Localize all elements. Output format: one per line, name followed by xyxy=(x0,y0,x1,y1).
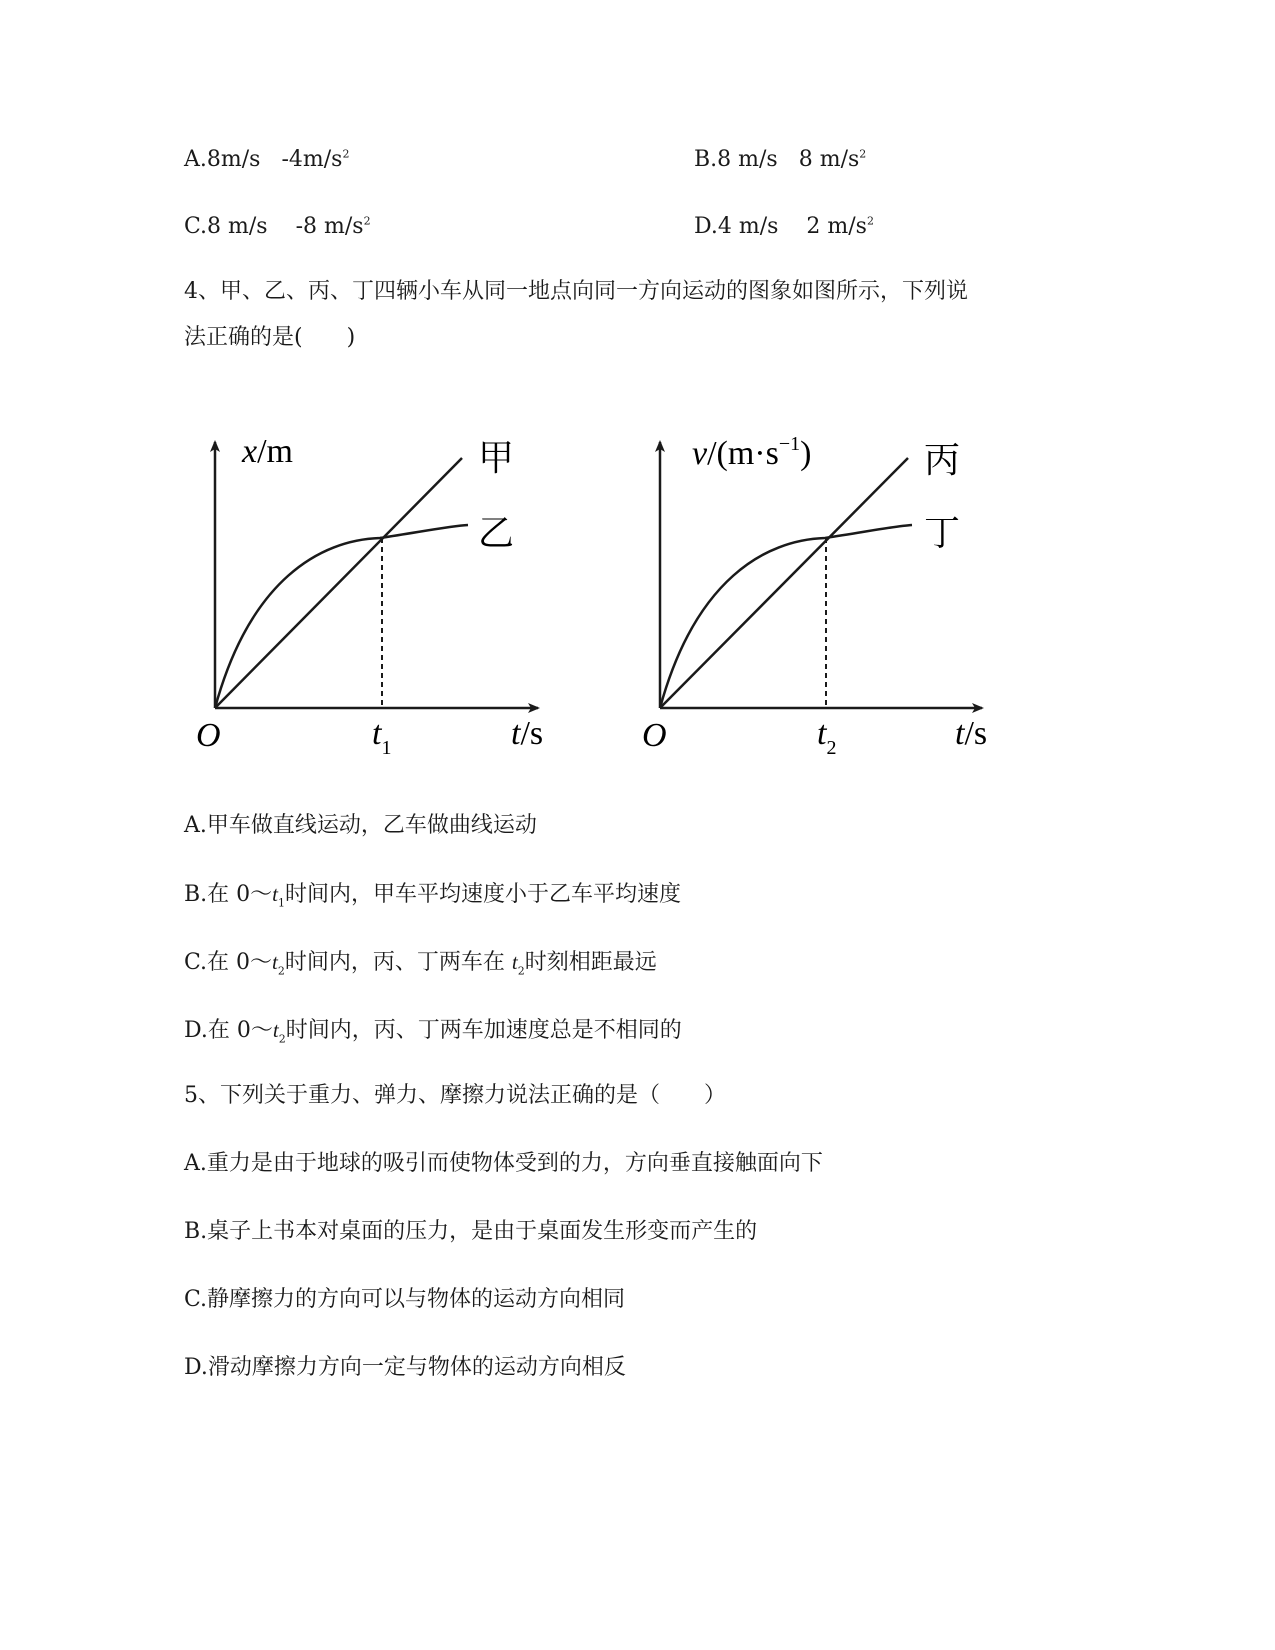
graph-v-t xyxy=(642,433,987,759)
graph-x-t xyxy=(196,433,543,759)
graph1-label-yi: 乙 xyxy=(478,513,515,553)
q4-option-b[interactable]: B.在 $0\sim t_1$时间内，甲车平均速度小于乙车平均速度 xyxy=(184,882,682,910)
q3-option-c[interactable]: C.8 m/s -8 $m/s^2$ xyxy=(184,214,371,239)
graph2-curve-ding xyxy=(660,525,912,708)
q3-option-d[interactable]: D.4 m/s 2 $m/s^2$ xyxy=(694,214,874,239)
q4-option-a[interactable]: A.甲车做直线运动，乙车做曲线运动 xyxy=(184,813,537,838)
graph2-origin: O xyxy=(642,717,667,754)
graph1-line-jia xyxy=(215,458,462,708)
q4-stem-line2: 法正确的是( ) xyxy=(184,325,356,350)
graph1-y-label: x/m xyxy=(242,433,293,470)
q5-option-a[interactable]: A.重力是由于地球的吸引而使物体受到的力，方向垂直接触面向下 xyxy=(184,1151,823,1176)
graph1-tick-t1: $t_1$ xyxy=(372,715,392,759)
graph1-x-label: t/s xyxy=(511,715,544,752)
graph1-origin: O xyxy=(196,717,221,754)
q5-stem: 5、下列关于重力、弹力、摩擦力说法正确的是（ ） xyxy=(184,1083,726,1108)
q3-option-b[interactable]: B.8 m/s 8 $m/s^2$ xyxy=(694,147,867,172)
graph2-y-label: $v/(m\cdot s^{-1})$ xyxy=(692,433,812,472)
q5-option-b[interactable]: B.桌子上书本对桌面的压力，是由于桌面发生形变而产生的 xyxy=(184,1219,758,1244)
q4-option-d[interactable]: D.在 $0\sim t_2$时间内，丙、丁两车加速度总是不相同的 xyxy=(184,1018,682,1046)
graph2-x-label: t/s xyxy=(955,715,988,752)
graph2-line-bing xyxy=(660,458,908,708)
q5-option-d[interactable]: D.滑动摩擦力方向一定与物体的运动方向相反 xyxy=(184,1355,626,1380)
q4-option-c[interactable]: C.在 $0\sim t_2$时间内，丙、丁两车在 $t_2$时刻相距最远 xyxy=(184,950,657,978)
graph1-curve-yi xyxy=(215,525,468,708)
q4-stem-line1: 4、甲、乙、丙、丁四辆小车从同一地点向同一方向运动的图象如图所示，下列说 xyxy=(184,279,968,304)
q4-figure xyxy=(0,0,1275,800)
graph2-label-bing: 丙 xyxy=(924,440,961,480)
graph1-label-jia: 甲 xyxy=(478,438,515,478)
graph2-label-ding: 丁 xyxy=(924,513,961,553)
graph2-tick-t2: $t_2$ xyxy=(817,715,837,759)
q5-option-c[interactable]: C.静摩擦力的方向可以与物体的运动方向相同 xyxy=(184,1287,626,1312)
q3-option-a[interactable]: A.8m/s $-4m/s^2$ xyxy=(184,147,350,172)
